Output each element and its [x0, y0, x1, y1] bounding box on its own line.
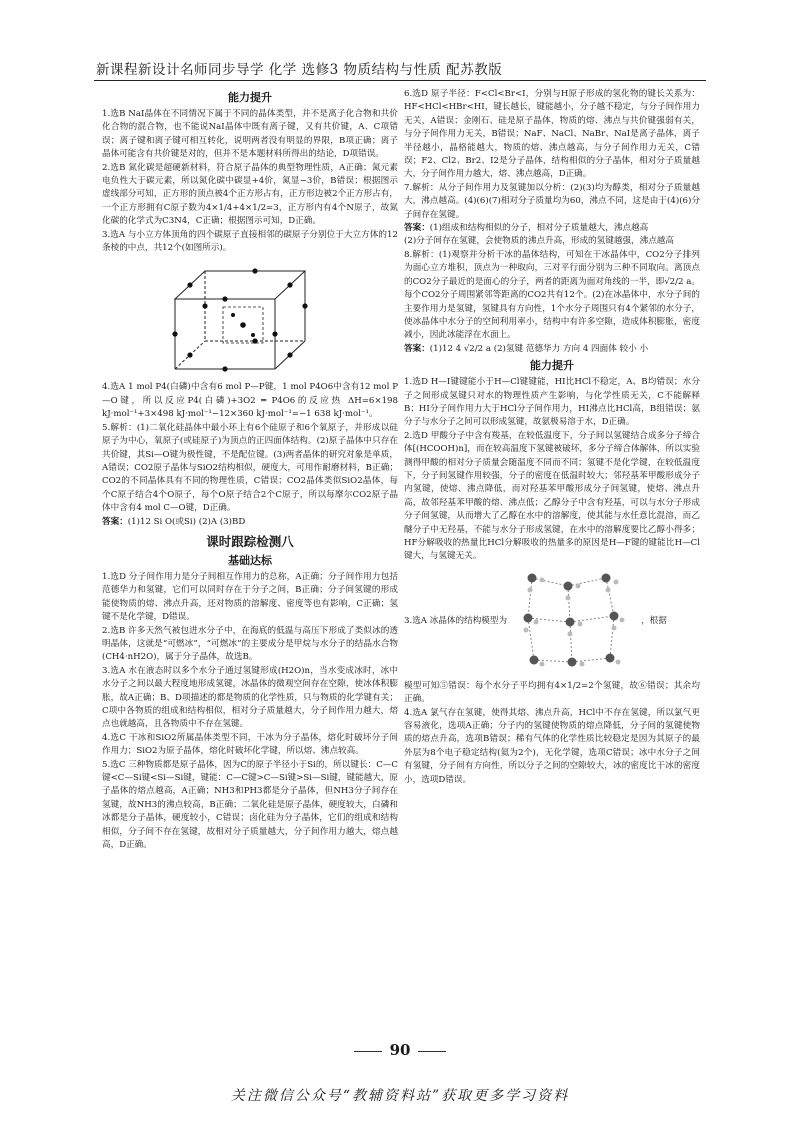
- answer-paragraph: 5.解析：(1)二氧化硅晶体中最小环上有6个硅原子和6个氧原子，并形成以硅原子为中心，氧原子(或硅原子)为顶点的正四面体结构。(2)原子晶体中只存在共价键，其Si—O键为极性键，不是配位键。(3)两者晶体的研究对象是单质，A错误；CO2原子晶体与SiO2结构相似，硬度大，可用作耐磨材料，B正确；CO2的不同晶体具有不同的物理性质，C错误；CO2晶体类似SiO2晶体，每个C原子结合4个O原子，每个O原子结合2个C原子，所以每摩尔CO2原子晶体中含有4 mol C—O键，D正确。: [102, 422, 398, 514]
- answer-paragraph: 2.选B 许多天然气被包进水分子中，在海底的低温与高压下形成了类似冰的透明晶体，这就是“可燃冰”，“可燃冰”的主要成分是甲烷与水分子的结晶水合物(CH4·nH2O)，属于分子晶体，故选B。: [102, 625, 398, 663]
- ice-structure-figure: [510, 566, 638, 678]
- ice-model-row: [404, 566, 700, 678]
- section-title: 能力提升: [228, 91, 272, 104]
- running-header: 新课程新设计名师同步导学 化学 选修3 物质结构与性质 配苏教版: [96, 62, 503, 78]
- answer-paragraph: 2.选B 氮化碳是超硬新材料，符合原子晶体的典型物理性质，A正确；氮元素电负性大于碳元素，所以氮化碳中碳显+4价，氮显−3价，B错误；根据图示虚线部分可知，正方形的顶点被4个正方形占有，正方形边被2个正方形占有，一个正方形拥有C原子数为4×1/4+4×1/2=3，正方形内有4个N原子，故氮化碳的化学式为C3N4，C正确；根据图示可知，D正确。: [102, 162, 398, 227]
- answer-label: 答案：: [404, 343, 430, 354]
- left-column: [102, 88, 398, 852]
- section-title: 基础达标: [228, 553, 272, 567]
- answer-paragraph: 8.解析：(1)观察并分析干冰的晶体结构，可知在干冰晶体中，CO2分子排列为面心立方堆积，顶点为一种取向，三对平行面分别为三种不同取向。离顶点的CO2分子最近的是面心的分子，两者的距离为面对角线的一半，即√2/2 a。每个CO2分子周围紧邻等距离的CO2共有12个。(2)在冰晶体中，水分子间的主要作用力是氢键，氢键具有方向性，1个水分子周围只有4个紧邻的水分子，使冰晶体中水分子的空间利用率小，结构中有许多空隙，造成体积膨胀，密度减小，因此冰能浮在水面上。: [404, 249, 700, 341]
- answer-label: 答案：: [404, 223, 430, 234]
- answer-value: (1)12 4 √2/2 a (2)氢键 范德华力 方向 4 四面体 较小 小: [429, 343, 649, 354]
- answer-paragraph: 4.选A 氯气存在氢键，使得其熔、沸点升高，HCl中不存在氢键，所以氯气更容易液化，选项A正确；分子内的氢键使物质的熔点降低，分子间的氢键使物质的熔点升高，选项B错误；稀有气体的化学性质比较稳定是因为其原子的最外层为8个电子稳定结构(氦为2个)，无化学键，选项C错误；冰中水分子之间有氢键，分子间有方向性，所以分子之间的空隙较大，冰的密度比干冰的密度小，选项D错误。: [404, 707, 700, 785]
- answer-line: [404, 222, 700, 235]
- section-title: 能力提升: [530, 359, 574, 373]
- answer-paragraph: 1.选D 分子间作用力是分子间相互作用力的总称，A正确；分子间作用力包括范德华力和氢键，它们可以同时存在于分子之间，B正确；分子间氢键的形成能使物质的熔、沸点升高，还对物质的溶解度、密度等也有影响，C正确；氢键不是化学键，D错误。: [102, 571, 398, 623]
- answer-paragraph: 模型可知⑤错误：每个水分子平均拥有4×1/2=2个氢键，故⑥错误；其余均正确。: [404, 680, 700, 705]
- header-rule: [94, 80, 706, 81]
- answer-value: (1)组成和结构相似的分子，相对分子质量越大，沸点越高: [429, 223, 649, 234]
- answer-paragraph: 7.解析：从分子间作用力及氢键加以分析：(2)(3)均为醇类，相对分子质量越大，沸点越高。(4)(6)(7)相对分子质量均为60，沸点不同，这是由于(4)(6)分子间存在氢键。: [404, 182, 700, 220]
- answer-paragraph: 1.选B NaI晶体在不同情况下属于不同的晶体类型，并不是离子化合物和共价化合物的混合物，也不能说NaI晶体中既有离子键，又有共价键，A、C项错误；离子键和离子键可相互转化，说明两者没有明显的界限，B项正确；离子晶体可能含有共价键是对的，但并不是本题材料所得出的结论，D项错误。: [102, 109, 398, 160]
- answer-paragraph: 3.选A 水在液态时以多个水分子通过氢键形成(H2O)n，当水变成冰时，冰中水分子之间以最大程度地形成氢键，冰晶体的微观空间存在空隙，使冰体积膨胀，故A正确；B、D项描述的都是物质的化学性质，只与物质的化学键有关；C项中各物质的组成和结构相似，相对分子质量越大，分子间作用力越大，熔点也就越高，且各物质中不存在氢键。: [102, 665, 398, 730]
- page-number-value: 90: [389, 1041, 411, 1059]
- page-number: [0, 1041, 800, 1059]
- answer-paragraph: 4.选C 干冰和SiO2所属晶体类型不同，干冰为分子晶体，熔化时破坏分子间作用力；SiO2为原子晶体，熔化时破坏化学键，所以熔、沸点较高。: [102, 732, 398, 757]
- answer-paragraph: 3.选A 与小立方体顶角的四个碳原子直接相邻的碳原子分别位于大立方体的12条棱的中点，共12个(如图所示)。: [102, 229, 398, 254]
- answer-paragraph: 6.选D 原子半径：F<Cl<Br<I，分别与H原子形成的氢化物的键长关系为：HF<HCl<HBr<HI，键长越长，键能越小，分子越不稳定，与分子间作用力无关，A错误；金刚石、硅是原子晶体，物质的熔、沸点与共价键强弱有关，与分子间作用力无关，B错误；NaF、NaCl、NaBr、NaI是离子晶体，离子半径越小，晶格能越大，物质的熔、沸点越高，与分子间作用力无关，C错误；F2、Cl2、Br2、I2是分子晶体，结构相似的分子晶体，相对分子质量越大，分子间作用力越大，熔、沸点越高，D正确。: [404, 89, 700, 180]
- answer-value: (1)12 Si O(或Si) (2)A (3)BD: [127, 516, 246, 527]
- answer-paragraph: 3.选A 冰晶体的结构模型为: [404, 616, 508, 627]
- answer-label: 答案：: [102, 516, 128, 527]
- answer-paragraph: 5.选C 三种物质都是原子晶体，因为C的原子半径小于Si的，所以键长：C—C键<C—Si键<Si—Si键，键能：C—C键>C—Si键>Si—Si键，键能越大，原子晶体的熔点越高，A正确；NH3和PH3都是分子晶体，但NH3分子间存在氢键，故NH3的沸点较高，B正确；二氧化硅是原子晶体，硬度较大，白磷和冰都是分子晶体，硬度较小，C错误；卤化硅为分子晶体，它们的组成和结构相似，分子间不存在氢键，故相对分子质量越大，分子间作用力越大，熔点越高，D正确。: [102, 759, 398, 851]
- answer-paragraph: (2)分子间存在氢键，会使物质的沸点升高，形成的氢键越强，沸点越高: [404, 236, 674, 247]
- answer-paragraph: 1.选D H—I键键能小于H—Cl键键能，HI比HCl不稳定，A、B均错误；水分子之间形成氢键只对水的物理性质产生影响，与化学性质无关，C不能解释B；HI分子间作用力大于HCl分子间作用力，HI沸点比HCl高，B组错误；氨分子与水分子之间可以形成氢键，故氨极易溶于水，D正确。: [404, 377, 700, 428]
- answer-paragraph: 4.选A 1 mol P4(白磷)中含有6 mol P—P键，1 mol P4O6中含有12 mol P—O键，所以反应P4(白磷)+3O2 ═ P4O6的反应热 ΔH=6×198 kJ·mol⁻¹+3×498 kJ·mol⁻¹−12×360 kJ·mol⁻¹=−1 638 kJ·mol⁻¹。: [102, 382, 398, 420]
- answer-line: [102, 516, 398, 529]
- answer-paragraph: 2.选D 甲酸分子中含有羧基，在较低温度下，分子间以氢键结合成多分子缔合体[(HCOOH)n]，而在较高温度下氢键被破坏，多分子缔合体解体，所以实验测得甲酸的相对分子质量会随温度不同而不同；氢键不是化学键，在较低温度下，分子间氢键作用较强，分子的密度在低温时较大；邻羟基苯甲酸形成分子内氢键，使熔、沸点降低，而对羟基苯甲酸形成分子间氢键，使熔、沸点升高，故邻羟基苯甲酸的熔、沸点低；乙醇分子中含有羟基，可以与水分子形成分子间氢键，从而增大了乙醇在水中的溶解度，使其能与水任意比混溶，而乙醚分子中无羟基，不能与水分子形成氢键，在水中的溶解度要比乙醇小得多；HF分解吸收的热量比HCl分解吸收的热量多的原因是H—F键的键能比H—Cl键大，与氢键无关。: [404, 430, 700, 562]
- answer-line: [404, 343, 700, 356]
- right-column: [404, 88, 700, 787]
- cube-figure: [165, 259, 335, 377]
- chapter-title: 课时跟踪检测八: [206, 533, 294, 549]
- answer-paragraph: ，根据: [641, 616, 667, 627]
- footer-note: 关注微信公众号“教辅资料站”获取更多学习资料: [230, 1088, 570, 1104]
